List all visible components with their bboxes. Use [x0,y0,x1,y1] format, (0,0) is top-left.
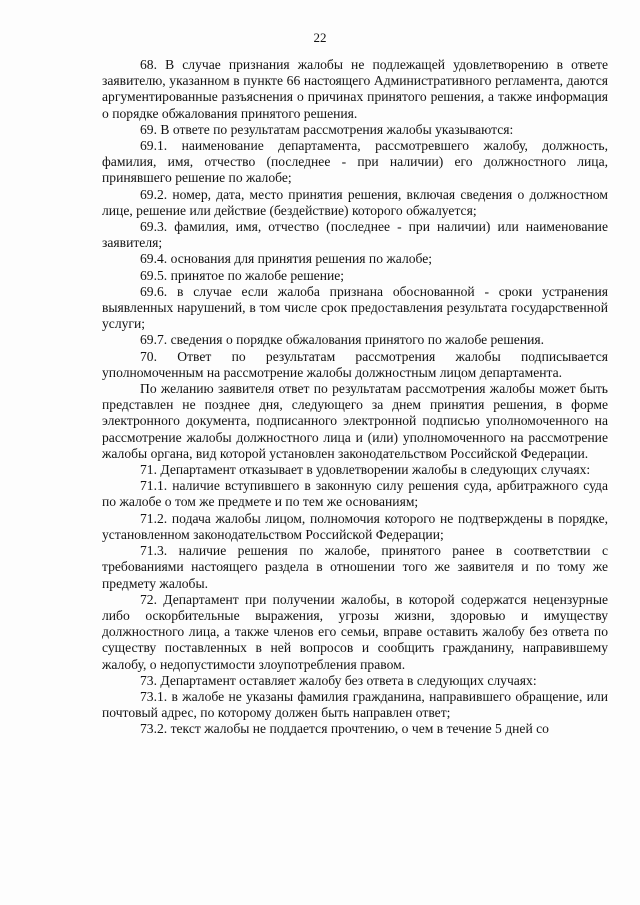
paragraph-72: 72. Департамент при получении жалобы, в которой содержатся нецензурные либо оскорбительные выражения, угрозы жизни, здоровью и имуществу должностного лица, а также членов его семьи, вправе оставить жалобу без ответа по существу поставленных в ней вопросов и сообщить гражданину, направившему жалобу, о недопустимости злоупотребления правом. [102,591,608,672]
paragraph-70-electronic-response: По желанию заявителя ответ по результатам рассмотрения жалобы может быть представлен не позднее дня, следующего за днем принятия решения, в форме электронного документа, подписанного электронной подписью уполномоченного на рассмотрение жалобы должностного лица и (или) уполномоченного на рассмотрение жалобы органа, вид которой установлен законодательством Российской Федерации. [102,381,608,461]
paragraph-69-3: 69.3. фамилия, имя, отчество (последнее - при наличии) или наименование заявителя; [102,219,608,251]
paragraph-69: 69. В ответе по результатам рассмотрения жалобы указываются: [140,121,514,137]
paragraph-69-6: 69.6. в случае если жалоба признана обоснованной - сроки устранения выявленных нарушений, в том числе срок предоставления результата государственной услуги; [102,283,608,332]
paragraph-71-1: 71.1. наличие вступившего в законную силу решения суда, арбитражного суда по жалобе о том же предмете и по тем же основаниям; [102,478,608,510]
paragraph-68: 68. В случае признания жалобы не подлежащей удовлетворению в ответе заявителю, указанном в пункте 66 настоящего Административного регламента, даются аргументированные разъяснения о причинах принятого решения, а также информация о порядке обжалования принятого решения. [102,57,608,121]
paragraph-73-2: 73.2. текст жалобы не поддается прочтению, о чем в течение 5 дней со [140,721,549,737]
paragraph-71-3: 71.3. наличие решения по жалобе, принятого ранее в соответствии с требованиями настоящего раздела в отношении того же заявителя и по тому же предмету жалобы. [102,543,608,591]
paragraph-71: 71. Департамент отказывает в удовлетворении жалобы в следующих случаях: [140,462,591,478]
paragraph-70: 70. Ответ по результатам рассмотрения жалобы подписывается уполномоченным на рассмотрение жалобы должностным лицом департамента. [102,348,608,380]
paragraph-69-2: 69.2. номер, дата, место принятия решения, включая сведения о должностном лице, решение или действие (бездействие) которого обжалуется; [102,186,608,218]
paragraph-69-1: 69.1. наименование департамента, рассмотревшего жалобу, должность, фамилия, имя, отчество (последнее - при наличии) его должностного лица, принявшего решение по жалобе; [102,138,608,186]
paragraph-71-2: 71.2. подача жалобы лицом, полномочия которого не подтверждены в порядке, установленном законодательством Российской Федерации; [102,510,608,542]
paragraph-69-4: 69.4. основания для принятия решения по жалобе; [140,251,433,267]
paragraph-69-5: 69.5. принятое по жалобе решение; [140,267,345,283]
paragraph-73-1: 73.1. в жалобе не указаны фамилия гражданина, направившего обращение, или почтовый адрес, по которому должен быть направлен ответ; [102,688,608,721]
page-number: 22 [313,30,327,45]
document-body [102,57,608,738]
paragraph-73: 73. Департамент оставляет жалобу без ответа в следующих случаях: [140,672,537,688]
paragraph-69-7: 69.7. сведения о порядке обжалования принятого по жалобе решения. [140,332,545,348]
